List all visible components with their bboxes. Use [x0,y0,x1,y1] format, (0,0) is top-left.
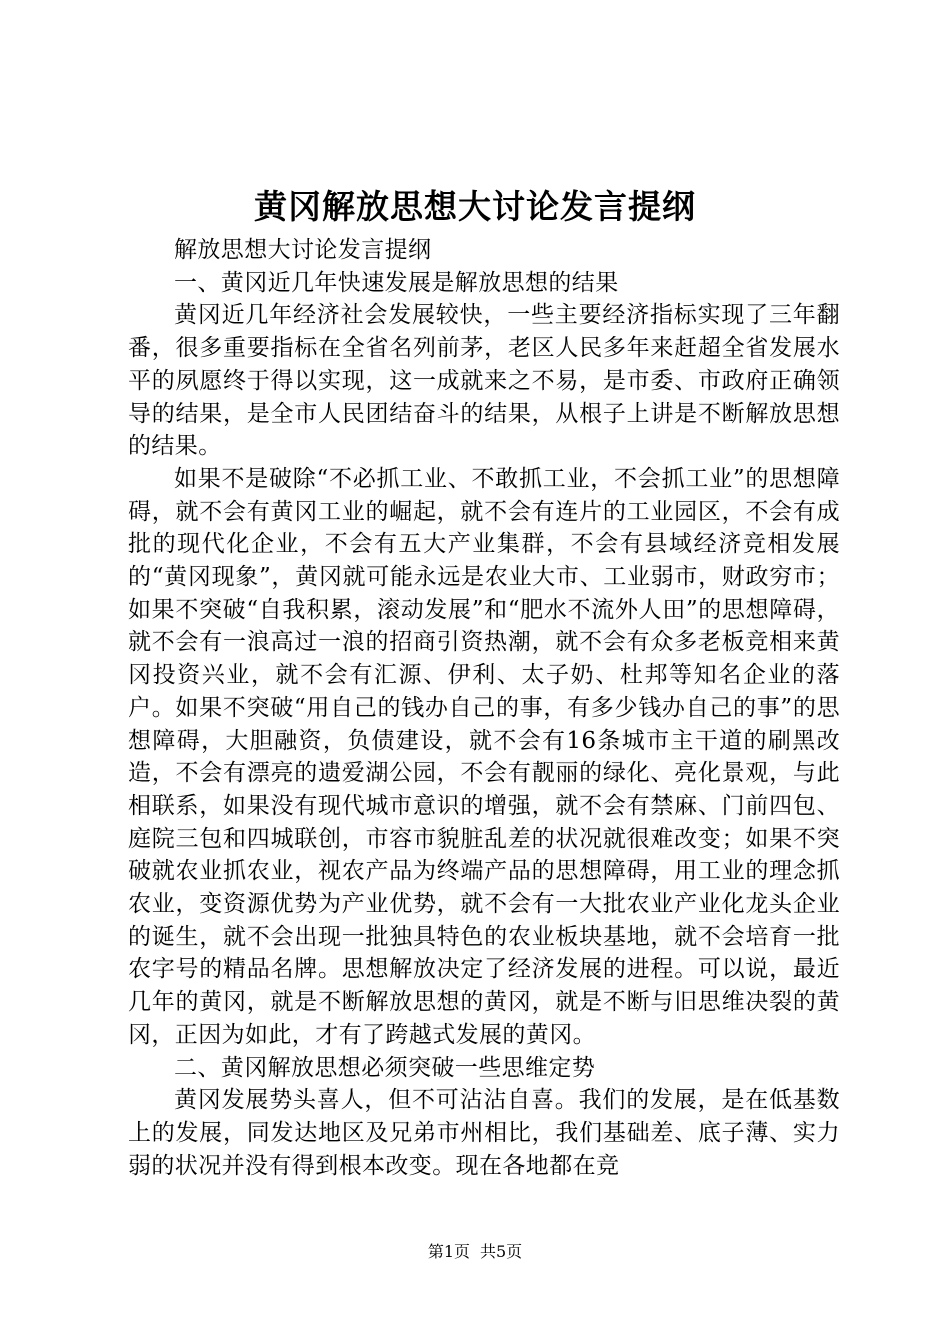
paragraph-subtitle: 解放思想大讨论发言提纲 [174,237,432,263]
paragraph: 如果不是破除“不必抓工业、不敢抓工业，不会抓工业”的思想障碍，就不会有黄冈工业的崛起，就不会有连片的工业园区，不会有成批的现代化企业，不会有五大产业集群，不会有县域经济竞相发展的“黄冈现象”，黄冈就可能永远是农业大市、工业弱市，财政穷市；如果不突破“自我积累，滚动发展”和“肥水不流外人田”的思想障碍，就不会有一浪高过一浪的招商引资热潮，就不会有众多老板竞相来黄冈投资兴业，就不会有汇源、伊利、太子奶、杜邦等知名企业的落户。如果不突破“用自己的钱办自己的事，有多少钱办自己的事”的思想障碍，大胆融资，负债建设，就不会有16条城市主干道的刷黑改造，不会有漂亮的遗爱湖公园，不会有靓丽的绿化、亮化景观，与此相联系，如果没有现代城市意识的增强，就不会有禁麻、门前四包、庭院三包和四城联创，市容市貌脏乱差的状况就很难改变；如果不突破就农业抓农业，视农产品为终端产品的思想障碍，用工业的理念抓农业，变资源优势为产业优势，就不会有一大批农业产业化龙头企业的诞生，就不会出现一批独具特色的农业板块基地，就不会培育一批农字号的精品名牌。思想解放决定了经济发展的进程。可以说，最近几年的黄冈，就是不断解放思想的黄冈，就是不断与旧思维决裂的黄冈，正因为如此，才有了跨越式发展的黄冈。 [128,465,840,1048]
page-number: 第1页 [427,1242,470,1261]
paragraph-heading-2: 二、黄冈解放思想必须突破一些思维定势 [174,1054,596,1081]
document-title: 黄冈解放思想大讨论发言提纲 [254,187,696,226]
page-footer [0,1240,950,1264]
page-total: 共5页 [480,1242,523,1261]
paragraph-heading-1: 一、黄冈近几年快速发展是解放思想的结果 [174,269,619,296]
paragraph: 黄冈近几年经济社会发展较快，一些主要经济指标实现了三年翻番，很多重要指标在全省名列前茅，老区人民多年来赶超全省发展水平的夙愿终于得以实现，这一成就来之不易，是市委、市政府正确领导的结果，是全市人民团结奋斗的结果，从根子上讲是不断解放思想的结果。 [128,302,840,460]
paragraph: 黄冈发展势头喜人，但不可沾沾自喜。我们的发展，是在低基数上的发展，同发达地区及兄弟市州相比，我们基础差、底子薄、实力弱的状况并没有得到根本改变。现在各地都在竞 [128,1087,840,1179]
document-body [128,234,840,1182]
